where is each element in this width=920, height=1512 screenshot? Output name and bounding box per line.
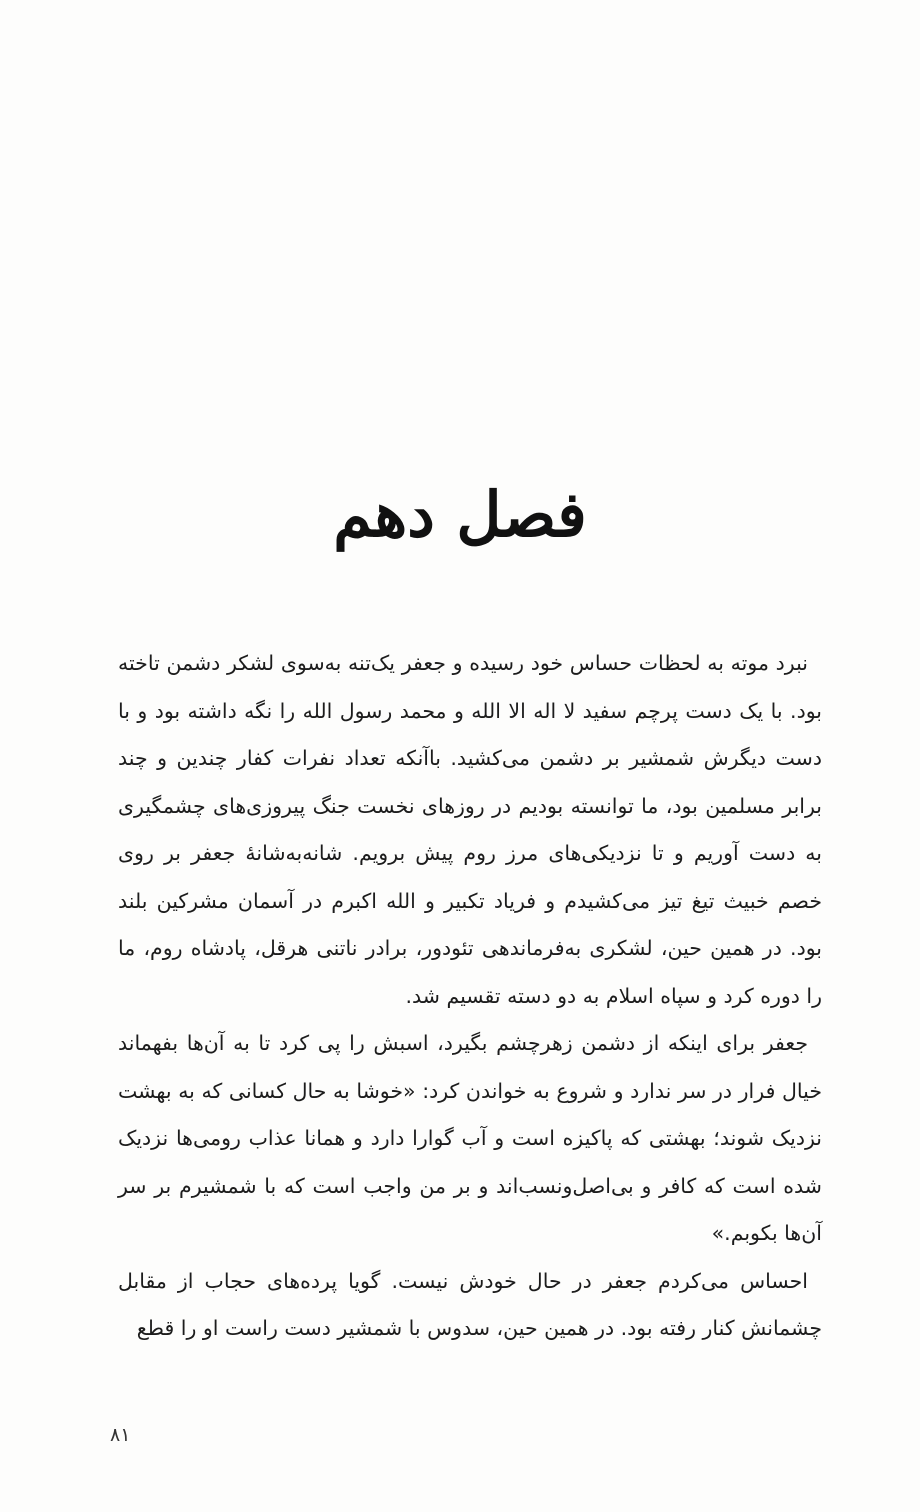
body-text (118, 640, 822, 1353)
paragraph: جعفر برای اینکه از دشمن زهرچشم بگیرد، اسبش را پی کرد تا به آن‌ها بفهماند خیال فرار در سر ندارد و شروع به خواندن کرد: «خوشا به حال کسانی که به بهشت نزدیک شوند؛ بهشتی که پاکیزه است و آب گوارا دارد و همانا عذاب رومی‌ها نزدیک شده است که کافر و بی‌اصل‌ونسب‌اند و بر من واجب است که با شمشیرم بر سر آن‌ها بکوبم.» (118, 1031, 822, 1245)
chapter-title: فصل دهم (333, 478, 587, 551)
page-number: ۸۱ (110, 1424, 131, 1446)
paragraph: نبرد موته به لحظات حساس خود رسیده و جعفر یک‌تنه به‌سوی لشکر دشمن تاخته بود. با یک دست پرچم سفید لا اله الا الله و محمد رسول الله را نگه داشته بود و با دست دیگرش شمشیر بر دشمن می‌کشید. باآنکه تعداد نفرات کفار چندین و چند برابر مسلمین بود، ما توانسته بودیم در روزهای نخست جنگ پیروزی‌های چشمگیری به دست آوریم و تا نزدیکی‌های مرز روم پیش برویم. شانه‌به‌شانهٔ جعفر بر روی خصم خبیث تیغ تیز می‌کشیدم و فریاد تکبیر و الله اکبرم در آسمان مشرکین بلند بود. در همین حین، لشکری به‌فرماندهی تئودور، برادر ناتنی هرقل، پادشاه روم، ما را دوره کرد و سپاه اسلام به دو دسته تقسیم شد. (118, 651, 822, 1008)
paragraph: احساس می‌کردم جعفر در حال خودش نیست. گویا پرده‌های حجاب از مقابل چشمانش کنار رفته بود. در همین حین، سدوس با شمشیر دست راست او را قطع (118, 1268, 822, 1340)
